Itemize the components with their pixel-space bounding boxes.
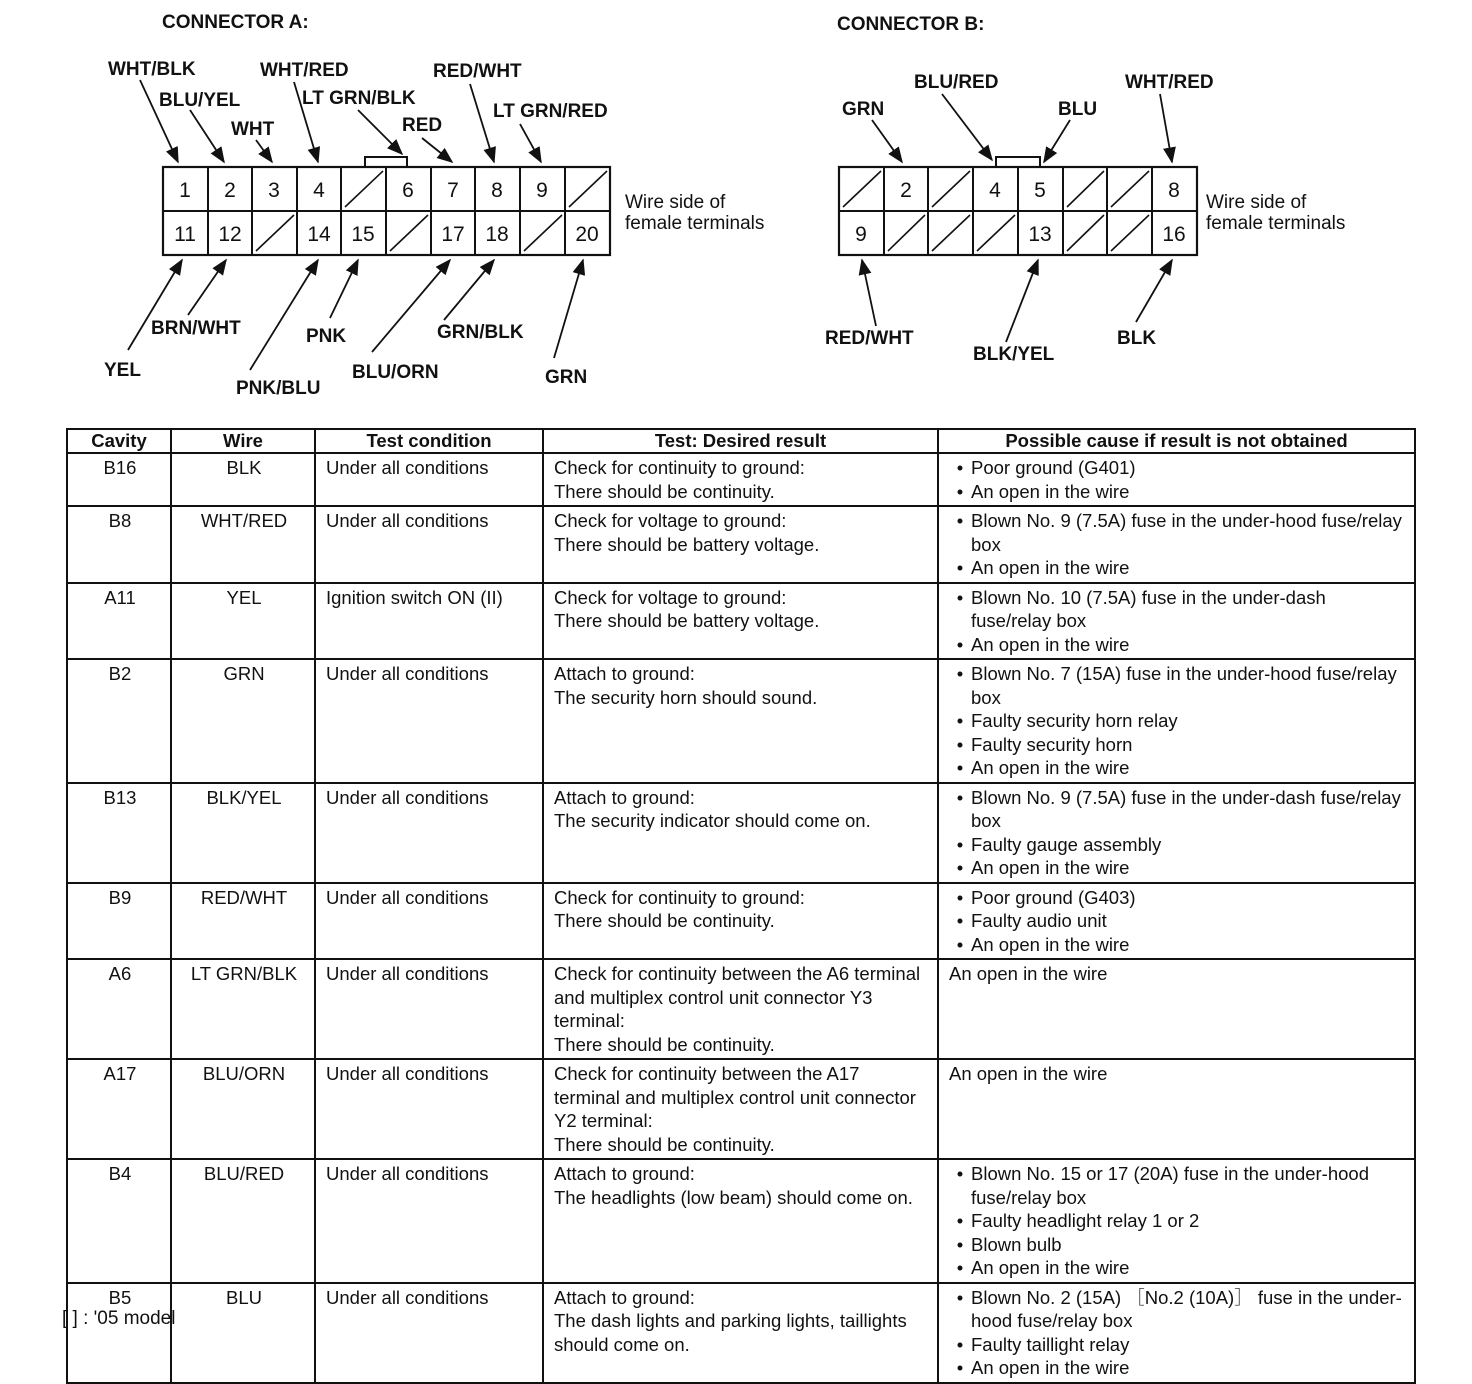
cell-causes: An open in the wire — [938, 1059, 1415, 1159]
cell-cavity: B4 — [67, 1159, 171, 1283]
cell-result — [543, 453, 938, 506]
terminal-a4: 4 — [313, 179, 325, 202]
table-row — [67, 453, 1415, 506]
table-row — [67, 1159, 1415, 1283]
label-a-wht: WHT — [231, 119, 275, 140]
cause-text: Blown No. 9 (7.5A) fuse in the under-hood fuse/relay box — [971, 510, 1402, 555]
cause-item: • Faulty taillight relay — [956, 1333, 1130, 1355]
cause-item: • Blown No. 2 (15A) ［No.2 (10A)］ fuse in the under-hood fuse/relay box — [949, 1286, 1406, 1333]
cell-causes — [938, 659, 1415, 783]
cause-text: Faulty taillight relay — [971, 1333, 1130, 1355]
cause-item: • An open in the wire — [956, 480, 1130, 502]
table-row — [67, 783, 1415, 883]
cause-item: • Blown No. 10 (7.5A) fuse in the under-dash fuse/relay box — [949, 586, 1406, 633]
header-desired-result: Test: Desired result — [543, 429, 938, 453]
cell-wire: RED/WHT — [171, 883, 315, 960]
table-row — [67, 959, 1415, 1059]
cell-result — [543, 583, 938, 660]
label-b-blu-red: BLU/RED — [914, 72, 999, 93]
cell-wire: BLK — [171, 453, 315, 506]
cause-item: • Blown No. 9 (7.5A) fuse in the under-dash fuse/relay box — [949, 786, 1406, 833]
cause-item: • An open in the wire — [956, 633, 1130, 655]
cell-result — [543, 1159, 938, 1283]
cause-text: An open in the wire — [971, 557, 1130, 578]
cause-item: • Blown bulb — [956, 1233, 1062, 1255]
cell-condition: Under all conditions — [315, 959, 543, 1059]
cause-text: Poor ground (G403) — [971, 886, 1136, 908]
label-a-yel: YEL — [104, 360, 141, 381]
cause-item: • An open in the wire — [956, 757, 1130, 778]
result-line: The security indicator should come on. — [554, 810, 871, 831]
cell-wire: BLU/RED — [171, 1159, 315, 1283]
cell-condition: Under all conditions — [315, 506, 543, 583]
connector-b-side-note-1: Wire side of — [1206, 192, 1307, 213]
terminal-a15: 15 — [351, 223, 375, 246]
cell-causes — [938, 783, 1415, 883]
cause-item: • Faulty security horn relay — [956, 710, 1178, 731]
cause-text: Faulty security horn — [971, 733, 1133, 755]
table-row — [67, 883, 1415, 960]
terminal-a7: 7 — [447, 179, 459, 202]
result-line: Check for continuity between the A6 terminal and multiplex control unit connector Y3 terminal: — [554, 963, 921, 1031]
connector-diagram — [0, 0, 1472, 425]
table-row — [67, 1283, 1415, 1383]
cell-cavity: B2 — [67, 659, 171, 783]
cause-item: • An open in the wire — [956, 857, 1130, 878]
terminal-a2: 2 — [224, 179, 236, 202]
cause-text: An open in the wire — [971, 757, 1130, 778]
terminal-a6: 6 — [402, 179, 414, 202]
terminal-a20: 20 — [575, 223, 599, 246]
table-row — [67, 659, 1415, 783]
terminal-b9: 9 — [855, 223, 867, 246]
cause-text: Blown No. 10 (7.5A) fuse in the under-dash fuse/relay box — [971, 586, 1326, 631]
header-test-condition: Test condition — [315, 429, 543, 453]
terminal-a1: 1 — [179, 179, 191, 202]
cell-wire: BLU — [171, 1283, 315, 1383]
cell-result — [543, 959, 938, 1059]
label-a-pnk: PNK — [306, 326, 347, 347]
cause-text: An open in the wire — [971, 857, 1130, 878]
cell-condition: Under all conditions — [315, 1159, 543, 1283]
result-line: Check for continuity to ground: — [554, 457, 805, 478]
cause-text: An open in the wire — [971, 1257, 1130, 1278]
terminal-b16: 16 — [1162, 223, 1186, 246]
cell-condition: Under all conditions — [315, 659, 543, 783]
cell-condition: Under all conditions — [315, 883, 543, 960]
terminal-a14: 14 — [307, 223, 331, 246]
cause-text: Blown No. 9 (7.5A) fuse in the under-dash fuse/relay box — [971, 786, 1401, 831]
terminal-a18: 18 — [485, 223, 509, 246]
cause-text: Faulty security horn relay — [971, 710, 1178, 731]
result-line: There should be battery voltage. — [554, 610, 820, 631]
label-b-grn: GRN — [842, 99, 885, 120]
cause-text: Faulty audio unit — [971, 910, 1107, 931]
cause-text: An open in the wire — [971, 933, 1130, 955]
connector-b-terminal-numbers — [855, 179, 1186, 246]
result-line: Attach to ground: — [554, 1163, 695, 1184]
cause-item: • Faulty gauge assembly — [956, 833, 1162, 855]
label-a-grn-blk: GRN/BLK — [437, 322, 524, 343]
result-line: Attach to ground: — [554, 1286, 695, 1308]
table-row — [67, 506, 1415, 583]
cell-result — [543, 883, 938, 960]
cause-text: An open in the wire — [971, 633, 1130, 655]
cell-cavity: A6 — [67, 959, 171, 1059]
cell-causes — [938, 453, 1415, 506]
label-b-wht-red: WHT/RED — [1125, 72, 1214, 93]
cause-item: • Poor ground (G401) — [956, 457, 1136, 478]
label-b-blk: BLK — [1117, 328, 1157, 349]
table-header-row — [67, 429, 1415, 453]
connector-b-body — [839, 157, 1197, 255]
cause-text: An open in the wire — [971, 480, 1130, 502]
cell-result — [543, 1283, 938, 1383]
cause-text: Faulty gauge assembly — [971, 833, 1162, 855]
cause-text: Blown No. 2 (15A) ［No.2 (10A)］ fuse in the under-hood fuse/relay box — [971, 1286, 1402, 1331]
cell-causes — [938, 883, 1415, 960]
cause-item: • Faulty security horn — [956, 733, 1133, 755]
label-a-grn: GRN — [545, 367, 588, 388]
label-a-red: RED — [402, 115, 443, 136]
cell-cavity: B5 — [67, 1283, 171, 1383]
cell-wire: BLK/YEL — [171, 783, 315, 883]
cell-condition: Under all conditions — [315, 783, 543, 883]
cell-result — [543, 783, 938, 883]
cause-item: • Blown No. 9 (7.5A) fuse in the under-hood fuse/relay box — [949, 509, 1406, 556]
cause-item: • Blown No. 15 or 17 (20A) fuse in the under-hood fuse/relay box — [949, 1162, 1406, 1209]
cell-causes — [938, 1283, 1415, 1383]
connector-b-side-note-2: female terminals — [1206, 213, 1346, 234]
result-line: There should be continuity. — [554, 480, 775, 502]
label-b-red-wht: RED/WHT — [825, 328, 914, 349]
header-cavity: Cavity — [67, 429, 171, 453]
cell-condition: Under all conditions — [315, 1059, 543, 1159]
terminal-a11: 11 — [174, 223, 196, 246]
cause-text: Blown No. 15 or 17 (20A) fuse in the under-hood fuse/relay box — [971, 1163, 1369, 1208]
cause-item: • An open in the wire — [956, 1357, 1130, 1378]
header-wire: Wire — [171, 429, 315, 453]
cell-wire: BLU/ORN — [171, 1059, 315, 1159]
cell-cavity: A17 — [67, 1059, 171, 1159]
cell-causes — [938, 583, 1415, 660]
header-possible-cause: Possible cause if result is not obtained — [938, 429, 1415, 453]
result-line: The dash lights and parking lights, taillights should come on. — [554, 1310, 907, 1355]
cell-causes — [938, 506, 1415, 583]
result-line: Check for voltage to ground: — [554, 586, 787, 608]
cause-text: An open in the wire — [971, 1357, 1130, 1378]
result-line: There should be continuity. — [554, 910, 775, 931]
cell-condition: Ignition switch ON (II) — [315, 583, 543, 660]
connector-b-title: CONNECTOR B: — [837, 14, 985, 35]
cause-text: Blown bulb — [971, 1233, 1062, 1255]
label-b-blk-yel: BLK/YEL — [973, 344, 1055, 365]
terminal-a9: 9 — [536, 179, 548, 202]
cell-cavity: B9 — [67, 883, 171, 960]
result-line: Check for voltage to ground: — [554, 510, 787, 531]
cause-item: • An open in the wire — [956, 933, 1130, 955]
cause-text: Poor ground (G401) — [971, 457, 1136, 478]
cell-wire: LT GRN/BLK — [171, 959, 315, 1059]
cause-item: • Poor ground (G403) — [956, 886, 1136, 908]
terminal-a8: 8 — [491, 179, 503, 202]
cause-item: • An open in the wire — [956, 557, 1130, 578]
connector-a-side-note-2: female terminals — [625, 213, 765, 234]
cell-causes — [938, 1159, 1415, 1283]
result-line: Attach to ground: — [554, 786, 695, 808]
result-line: Check for continuity between the A17 terminal and multiplex control unit connector Y2 terminal: — [554, 1063, 916, 1131]
cell-condition: Under all conditions — [315, 1283, 543, 1383]
terminal-b2: 2 — [900, 179, 912, 202]
result-line: There should be continuity. — [554, 1133, 775, 1155]
table-row — [67, 583, 1415, 660]
terminal-a17: 17 — [441, 223, 465, 246]
cell-cavity: B8 — [67, 506, 171, 583]
terminal-b8: 8 — [1168, 179, 1180, 202]
label-a-blu-orn: BLU/ORN — [352, 362, 439, 383]
label-a-lt-grn-blk: LT GRN/BLK — [302, 88, 416, 109]
label-a-pnk-blu: PNK/BLU — [236, 378, 321, 399]
label-b-blu: BLU — [1058, 99, 1098, 120]
test-table-container — [66, 428, 1414, 1384]
result-line: There should be continuity. — [554, 1033, 775, 1055]
cause-item: • Faulty audio unit — [956, 910, 1107, 931]
cell-result — [543, 506, 938, 583]
result-line: Check for continuity to ground: — [554, 886, 805, 908]
terminal-a12: 12 — [218, 223, 242, 246]
connector-a-side-note-1: Wire side of — [625, 192, 726, 213]
cell-wire: GRN — [171, 659, 315, 783]
test-table — [66, 428, 1416, 1384]
terminal-b13: 13 — [1028, 223, 1052, 246]
label-a-lt-grn-red: LT GRN/RED — [493, 101, 608, 122]
terminal-b5: 5 — [1034, 179, 1046, 202]
label-a-red-wht: RED/WHT — [433, 61, 522, 82]
label-a-wht-red: WHT/RED — [260, 60, 349, 81]
cell-cavity: A11 — [67, 583, 171, 660]
result-line: Attach to ground: — [554, 663, 695, 684]
cause-item: • Blown No. 7 (15A) fuse in the under-hood fuse/relay box — [949, 662, 1406, 709]
cause-text: Faulty headlight relay 1 or 2 — [971, 1210, 1200, 1231]
cell-result — [543, 659, 938, 783]
cause-item: • An open in the wire — [956, 1257, 1130, 1278]
table-row — [67, 1059, 1415, 1159]
cell-condition: Under all conditions — [315, 453, 543, 506]
label-a-wht-blk: WHT/BLK — [108, 59, 196, 80]
result-line: There should be battery voltage. — [554, 533, 820, 555]
cell-cavity: B16 — [67, 453, 171, 506]
footnote: [ ] : '05 model — [62, 1308, 176, 1329]
terminal-b4: 4 — [989, 179, 1001, 202]
result-line: The security horn should sound. — [554, 686, 818, 708]
terminal-a3: 3 — [268, 179, 280, 202]
cell-wire: WHT/RED — [171, 506, 315, 583]
label-a-brn-wht: BRN/WHT — [151, 318, 241, 339]
connector-a-title: CONNECTOR A: — [162, 12, 309, 33]
label-a-blu-yel: BLU/YEL — [159, 90, 241, 111]
cause-text: Blown No. 7 (15A) fuse in the under-hood fuse/relay box — [971, 663, 1397, 708]
cell-result — [543, 1059, 938, 1159]
cause-item: • Faulty headlight relay 1 or 2 — [956, 1210, 1200, 1231]
cell-wire: YEL — [171, 583, 315, 660]
cell-causes: An open in the wire — [938, 959, 1415, 1059]
cell-cavity: B13 — [67, 783, 171, 883]
result-line: The headlights (low beam) should come on. — [554, 1186, 913, 1208]
